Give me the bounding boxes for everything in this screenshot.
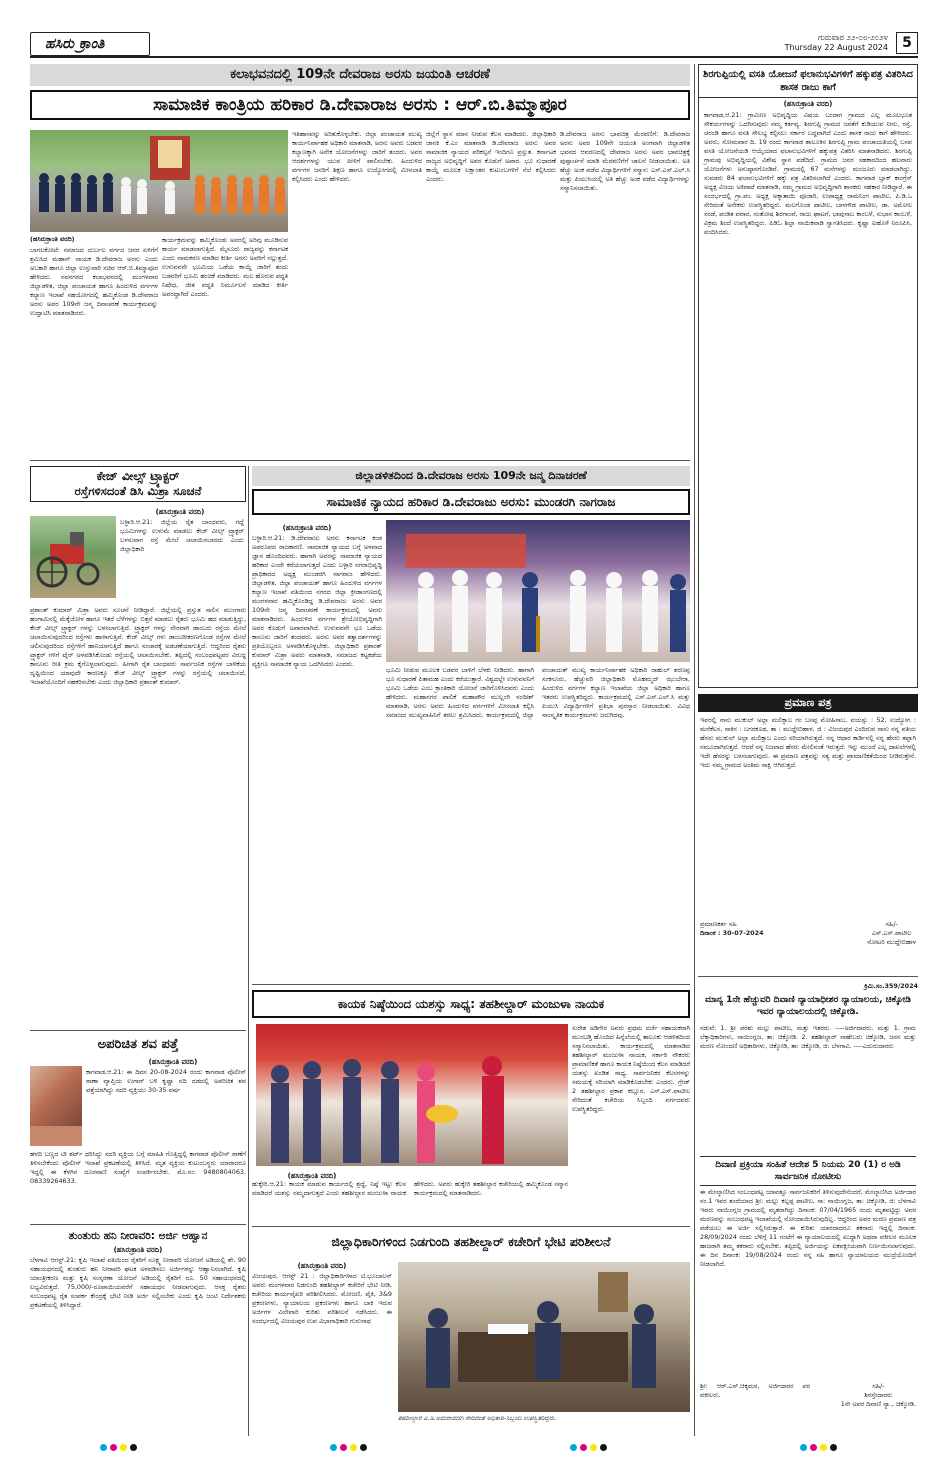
lead-byline: (ಹಸಿರುಕ್ರಾಂತಿ ವರದಿ): [30, 235, 75, 243]
tractor-icon: [30, 516, 116, 598]
reg-dot-cyan-2: [330, 1444, 337, 1451]
lead-column-5: ಡಿ.ದೇವರಾಜ ಅರಸು ಭಾವಚಿತ್ರ ಮೆರವಣಿಗೆ: ಡಿ.ದೇವರಾಜ ಅರಸು ಅವರ 109ನೇ ಜಯಂತಿ ಅಂಗವಾಗಿ ಜಿಲ್ಲಾಡಳಿತ ಭವನದ ಆವರಣದಲ್ಲಿ ದೇವರಾಜ ಅರಸು ಅವರ ಭಾವಚಿತ್ರಕ್ಕೆ ಪುಷ್ಪಾರ್ಚನೆ ಮಾಡಿ ಮೆರವಣಿಗೆಗೆ ಚಾಲನೆ ನೀಡಲಾಯಿತು. ಅತಿ ಹೆಚ್ಚು ಅಂಕ ಪಡೆದ ವಿದ್ಯಾರ್ಥಿಗಳಿಗೆ ಸನ್ಮಾನ: ಎಸ್.ಎಸ್.ಎಲ್.ಸಿ ಮತ್ತು ಪಿಯುಸಿಯಲ್ಲಿ ಅತಿ ಹೆಚ್ಚು ಅಂಕ ಪಡೆದ ವಿದ್ಯಾರ್ಥಿಗಳನ್ನು ಸನ್ಮಾನಿಸಲಾಯಿತು.: [560, 130, 690, 192]
mundargi-byline: (ಹಸಿರುಕ್ರಾಂತಿ ವರದಿ): [282, 524, 332, 532]
tractor-side-text: ಬಳ್ಳಾರಿ.ಆ.21: ಜಿಲ್ಲೆಯ ರೈತ ಬಾಂಧವರು, ಗದ್ದೆ ಭೂಮಿಗಳನ್ನು ಉಳುಮೆ ಮಾಡಲು ಕೇಜ್ ವೀಲ್ಸ್ ಟ್ರ್ಯಾಕ್ಟರ್ ಬಳಸುವಾಗ ರಸ್ತೆ ಮೇಲೆ ಚಲಾಯಿಸಬಾರದು ಎಂದು ಜಿಲ್ಲಾಧಿಕಾರಿ: [120, 518, 244, 553]
unknown-body-side-text: ಕಾಗವಾಡ,ಆ.21: ಈ ದಿವಸ 20-08-2024 ರಂದು ಕಾಗವಾಡ ಪೊಲೀಸ್ ಠಾಣಾ ವ್ಯಾಪ್ತಿಯ ಉಗಾರ್ ಬಳಿ ಕೃಷ್ಣಾ ನದಿ ದಡದಲ್ಲಿ ಅಪರಿಚಿತ ಶವ ಪತ್ತೆಯಾಗಿದ್ದು ಸದರಿ ವ್ಯಕ್ತಿಯು 30-35 ವರ್ಷ: [86, 1068, 246, 1094]
tahsildar-divider: [252, 1226, 690, 1227]
certificate-title-bar: [698, 694, 918, 712]
reg-dot-black-3: [600, 1444, 607, 1451]
reg-dot-yellow-1: [120, 1444, 127, 1451]
reg-dot-black-1: [130, 1444, 137, 1451]
certificate-sign-right-3: ನೋಟರಿ ಮುದ್ದೇಬಿಹಾಳ: [867, 938, 916, 946]
right-top-body: ಕಾಗವಾಡ,ಆ.21: ಗ್ರಾಮೀಣ ಅಭಿವೃದ್ಧಿಯ ವಿಷಯ ಬಂದಾಗ ಗ್ರಾಮದ ಎಲ್ಲ ಮೂಲಭೂತ ಸೌಕರ್ಯಗಳನ್ನು ಒದಗಿಸುವುದು ನಮ್ಮ ಕರ್ತವ್ಯ. ಶಿರಗುಪ್ಪಿ ಗ್ರಾಮದ ಜನತೆಗೆ ಕುಡಿಯುವ ನೀರು, ರಸ್ತೆ, ಚರಂಡಿ ಹಾಗೂ ವಸತಿ ಸೌಲಭ್ಯ ಕಲ್ಪಿಸಲು ಸರ್ಕಾರ ಬದ್ಧವಾಗಿದೆ ಎಂದು ಶಾಸಕ ರಾಜು ಕಾಗೆ ಹೇಳಿದರು. ಅವರು, ಸೋಮವಾರ ದಿ. 19 ರಂದು ಕಾಗವಾಡ ತಾಲೂಕಿನ ಶಿರಗುಪ್ಪಿ ಗ್ರಾಮ ಪಂಚಾಯತಿಯಲ್ಲಿ ಬಸವ ವಸತಿ ಯೋಜನೆಯಡಿ ಆಯ್ಕೆಯಾದ ಫಲಾನುಭವಿಗಳಿಗೆ ಹಕ್ಕುಪತ್ರ ವಿತರಿಸಿ ಮಾತನಾಡಿದರು. ಶಿರಗುಪ್ಪಿ ಗ್ರಾಮವು ಅಭಿವೃದ್ಧಿಯಲ್ಲಿ ವಿಶೇಷ ಸ್ಥಾನ ಪಡೆದಿದೆ. ಗ್ರಾಮದ ಜನರ ಸಹಕಾರದಿಂದ ಹಲವಾರು ಯೋಜನೆಗಳು ಅನುಷ್ಠಾನಗೊಂಡಿವೆ. ಗ್ರಾಮದಲ್ಲಿ 67 ಮನೆಗಳನ್ನು ಮಂಜೂರು ಮಾಡಲಾಗಿದ್ದು, ಸುಮಾರು 84 ಫಲಾನುಭವಿಗಳಿಗೆ ಹಕ್ಕು ಪತ್ರ ವಿತರಿಸಲಾಗಿದೆ ಎಂದರು. ಕಾಗವಾಡ ಬ್ಲಾಕ್ ಕಾಂಗ್ರೆಸ್ ಅಧ್ಯಕ್ಷ ವಿಜಯ ಅಕಿವಾಟೆ ಮಾತನಾಡಿ, ನಮ್ಮ ಗ್ರಾಮದ ಅಭಿವೃದ್ಧಿಗಾಗಿ ಶಾಸಕರು ಸಹಕಾರ ನೀಡಿದ್ದಾರೆ. ಈ ಸಂದರ್ಭದಲ್ಲಿ ಗ್ರಾ.ಪಂ. ಅಧ್ಯಕ್ಷ ಅಕ್ಕಾತಾಯಿ ಪೂಜಾರಿ, ಉಪಾಧ್ಯಕ್ಷ ರಾಮನಿಂಗ ಪಾಟೀಲ, ಪಿ.ಡಿ.ಒ ಸೇರಿದಂತೆ ಅನೇಕರು ಉಪಸ್ಥಿತರಿದ್ದರು. ಮಲಗೊಂಡ ಪಾಟೀಲ, ಬಾಳಗೌಡ ಪಾಟೀಲ, ಡಾ. ಅಮೋಲ ಸರಡೆ, ಪಂಡಿತ ಪವಾರ, ಸಂತೋಷ ಶಿರಗಾಂವೆ, ರಾಜು ಘಾಟಗೆ, ಭಾವುಸಾಬ ಕಾಂಬಳೆ, ಸುಭಾಸ ಕಾಂಬಳೆ, ವಿಕ್ರಮ ಶಿಂದೆ ಉಪಸ್ಥಿತರಿದ್ದರು. ಪಿಡಿಓ ಶಿಲ್ಪಾ ನಾಯಿಕವಾಡಿ ಸ್ವಾಗತಿಸಿದರು. ಕೃಷ್ಣಾ ಐಹೊಳೆ ನಿರೂಪಿಸಿ, ವಂದಿಸಿದರು.: [704, 111, 912, 236]
court-body: ಈ ಮೇಲ್ಕಾಣಿಸಿದ ಸಂಬಂಧಪಟ್ಟ ಯಾವತ್ತೂ ಸಾರ್ವಜನಿಕರಿಗೆ ತಿಳಿಸುವುದೇನೆಂದರೆ, ಮೇಲ್ಕಾಣಿಸಿದ ಅರ್ಜಿದಾರ ನಂ.1 ಇವರ ತಂದೆಯಾದ ಶ್ರೀ: ಮಲ್ಲು ಕಲ್ಲಪ್ಪ ಪಾಟೀಲ, ಸಾ: ನಾಯಿಂಗ್ಲಜ, ತಾ: ಚಿಕ್ಕೋಡಿ, ಜಿ: ಬೆಳಗಾವಿ ಇವರು ನಾಯಿಂಗ್ಲಜ ಗ್ರಾಮದಲ್ಲಿ ಮೃತರಾಗಿದ್ದು ದಿನಾಂಕ: 07/04/1965 ರಂದು ಮೃತಪಟ್ಟಿದ್ದು ಅವರ ಮರಣವನ್ನು ಸಂಬಂಧಪಟ್ಟ ಇಲಾಖೆಯಲ್ಲಿ ನೋಂದಾಯಿಸಿರುವುದಿಲ್ಲ. ಆದ್ದರಿಂದ ಅವರ ಮರಣ ಪ್ರಮಾಣ ಪತ್ರ ಪಡೆಯಲು ಈ ಅರ್ಜಿ ಸಲ್ಲಿಸಿರುತ್ತಾರೆ. ಈ ಕುರಿತು ಯಾರದಾದರೂ ತಕರಾರು ಇದ್ದಲ್ಲಿ ದಿನಾಂಕ: 28/09/2024 ರಂದು ಬೆಳಿಗ್ಗೆ 11 ಗಂಟೆಗೆ ಈ ನ್ಯಾಯಾಲಯದಲ್ಲಿ ಖುದ್ದಾಗಿ ಅಥವಾ ವಕೀಲರ ಮೂಲಕ ಹಾಜರಾಗಿ ತಮ್ಮ ತಕರಾರು ಸಲ್ಲಿಸಬೇಕು. ತಪ್ಪಿದಲ್ಲಿ ಅರ್ಜಿಯನ್ನು ಏಕಪಕ್ಷೀಯವಾಗಿ ನಿರ್ಣಯಿಸಲಾಗುವುದು. ಈ ದಿನ ದಿನಾಂಕ: 19/08/2024 ರಂದು ನನ್ನ ಸಹಿ ಹಾಗೂ ನ್ಯಾಯಾಲಯದ ಮುದ್ರೆಯೊಂದಿಗೆ ನೀಡಲಾಗಿದೆ.: [700, 1188, 916, 1268]
court-notice-title: ದಿವಾಣಿ ಪ್ರಕ್ರಿಯಾ ಸಂಹಿತೆ ಆದೇಶ 5 ನಿಯಮ 20 (1) ರ ಅಡಿ ಸಾರ್ವಜನಿಕ ನೋಟೀಸು: [700, 1156, 916, 1186]
drip-body: ಬೆಳಗಾವಿ ಆಗಸ್ಟ್.21: ಕೃಷಿ ಇಲಾಖೆ ವತಿಯಿಂದ ರೈತರಿಗೆ ಸೂಕ್ಷ್ಮ ನೀರಾವರಿ ಯೋಜನೆ ಅಡಿಯಲ್ಲಿ ಶೇ. 90 ಸಹಾಯಧನದಲ್ಲಿ ತುಂತುರು ಹನಿ ನೀರಾವರಿ ಘಟಕ ಅಳವಡಿಸಲು ಅರ್ಜಿಗಳನ್ನು ಆಹ್ವಾನಿಸಲಾಗಿದೆ. ಕೃಷಿ ಯಾಂತ್ರೀಕರಣ ಮತ್ತು ಕೃಷಿ ಸಂಸ್ಕರಣಾ ಯೋಜನೆ ಅಡಿಯಲ್ಲಿ ರೈತರಿಗೆ ರೂ. 50 ಸಹಾಯಧನದಲ್ಲಿ ಲಭ್ಯವಿರುತ್ತದೆ. 75,000/-ರೂಪಾಯಿಯವರೆಗೆ ಸಹಾಯಧನ ನೀಡಲಾಗುವುದು. ಆಸಕ್ತ ರೈತರು ಸಂಬಂಧಪಟ್ಟ ರೈತ ಸಂಪರ್ಕ ಕೇಂದ್ರಕ್ಕೆ ಭೇಟಿ ನೀಡಿ ಅರ್ಜಿ ಸಲ್ಲಿಸಬೇಕು ಎಂದು ಕೃಷಿ ಜಂಟಿ ನಿರ್ದೇಶಕರು ಪ್ರಕಟಣೆಯಲ್ಲಿ ತಿಳಿಸಿದ್ದಾರೆ.: [30, 1256, 246, 1309]
right-top-headline: ಶಿರಗುಪ್ಪಿಯಲ್ಲಿ ವಸತಿ ಯೋಜನೆ ಫಲಾನುಭವಿಗಳಿಗೆ ಹಕ್ಕುಪತ್ರ ವಿತರಿಸಿದ ಶಾಸಕ ರಾಜು ಕಾಗೆ: [699, 65, 917, 98]
reg-dot-yellow-4: [820, 1444, 827, 1451]
reg-dot-magenta-4: [810, 1444, 817, 1451]
reg-dot-cyan-3: [570, 1444, 577, 1451]
collector-body: ವಿಜಯಪುರ, ಆಗಸ್ಟ್ 21 : ಜಿಲ್ಲಾಧಿಕಾರಿಗಳಾದ ಟಿ.ಭೂಬಾಲನ್ ಅವರು ಮಂಗಳವಾರ ನಿಡಗುಂದಿ ತಹಶೀಲ್ದಾರ್ ಕಚೇರಿಗೆ ಭೇಟಿ ನೀಡಿ, ಕಚೇರಿಯ ಕಾರ್ಯವೈಖರಿ ಪರಿಶೀಲಿಸಿದರು. ಮೋಜಣಿ, ಪೈಕಿ, 3&9 ಪ್ರಕರಣಗಳು, ನ್ಯಾಯಾಲಯ ಪ್ರಕರಣಗಳು ಹಾಗೂ ಬಾಕಿ ಇರುವ ಅರ್ಜಿಗಳ ವಿಲೇವಾರಿ ಕುರಿತು ಪರಿಶೀಲನೆ ನಡೆಸಿದರು. ಈ ಸಂದರ್ಭದಲ್ಲಿ ವಿಜಯಪುರ ಉಪ ವಿಭಾಗಾಧಿಕಾರಿ ಗುರುನಾಥ: [252, 1272, 392, 1325]
court-sign-2: ಶಿರಸ್ತೇದಾರರು: [864, 1391, 893, 1399]
lead-photo-crowd: [30, 130, 288, 232]
mundargi-column-2: ಭೂಮಿ ನೀಡುವ ಮೂಲಕ ಬಡವರ ಬಾಳಿಗೆ ಬೆಳಕು ನೀಡಿದರು. ಹಾಗಾಗಿ ಭೂ ಸುಧಾರಣೆ ಪಿತಾಮಹ ಎಂದು ಕರೆಯುತ್ತಾರೆ. ವಿಶ್ವದಲ್ಲೇ ಉಳುವವನಿಗೆ ಭೂಮಿ ಒಡೆಯ ಎಂಬ ಕ್ರಾಂತಿಕಾರಿ ಯೋಜನೆ ಜಾರಿಗೊಳಿಸಿದವರು ಎಂದು ಹೇಳಿದರು. ಮಹಾನಗರ ಪಾಲಿಕೆ ಮಹಾಪೌರ ಮುಲ್ಲಂಗಿ ನಂದೀಶ್ ಮಾತನಾಡಿ, ಅರಸು ಅವರು ಹಿಂದುಳಿದ ವರ್ಗಗಳಿಗೆ ಮೀಸಲಾತಿ ಕಲ್ಪಿಸಿ ಸಮಾಜದ ಮುಖ್ಯವಾಹಿನಿಗೆ ತರಲು ಶ್ರಮಿಸಿದರು. ಕಾರ್ಯಕ್ರಮದಲ್ಲಿ ಜಿಲ್ಲಾ ಪಂಚಾಯತ್ ಮುಖ್ಯ ಕಾರ್ಯನಿರ್ವಾಹಕ ಅಧಿಕಾರಿ ರಾಹುಲ್ ಶರಣಪ್ಪ ಸಂಕನೂರು, ಹೆಚ್ಚುವರಿ ಜಿಲ್ಲಾಧಿಕಾರಿ ಮೊಹಮ್ಮದ್ ಝುಬೇರಾ, ಹಿಂದುಳಿದ ವರ್ಗಗಳ ಕಲ್ಯಾಣ ಇಲಾಖೆಯ ಜಿಲ್ಲಾ ಅಧಿಕಾರಿ ಹಾಗೂ ಇತರರು ಉಪಸ್ಥಿತರಿದ್ದರು. ಕಾರ್ಯಕ್ರಮದಲ್ಲಿ ಎಸ್.ಎಸ್.ಎಲ್.ಸಿ ಮತ್ತು ಪಿಯುಸಿ ವಿದ್ಯಾರ್ಥಿಗಳಿಗೆ ಪ್ರತಿಭಾ ಪುರಸ್ಕಾರ ನೀಡಲಾಯಿತು. ವಿವಿಧ ಸಾಂಸ್ಕೃತಿಕ ಕಾರ್ಯಕ್ರಮಗಳು ಜರುಗಿದವು.: [386, 666, 690, 719]
court-sign-3: 1ನೇ ಅಪರ ದಿವಾಣಿ ನ್ಯಾ., ಚಿಕ್ಕೋಡಿ.: [840, 1400, 916, 1408]
mundargi-photo: [386, 520, 690, 662]
collector-photo-office: [398, 1262, 690, 1412]
lead-kicker: [30, 64, 690, 86]
tractor-headline-block: [30, 466, 246, 502]
reg-dot-yellow-3: [590, 1444, 597, 1451]
certificate-title: ಪ್ರಮಾಣ ಪತ್ರ: [784, 696, 832, 709]
certificate-sign-right-2: ಎಸ್.ಎಸ್.ಪಾಟೀಲ: [871, 929, 912, 937]
tractor-headline-2: ರಸ್ತೆಗಳಿಸದಂತೆ ಡಿಸಿ ಮಿಶ್ರಾ ಸೂಚನೆ: [74, 484, 202, 498]
paper-name: ಹಸಿರು ಕ್ರಾಂತಿ: [45, 36, 105, 52]
unknown-body-photo-2: [30, 1126, 82, 1146]
reg-dot-black-4: [830, 1444, 837, 1451]
tractor-photo: [30, 516, 116, 598]
collector-headline-text: ಜಿಲ್ಲಾಧಿಕಾರಿಗಳಿಂದ ನಿಡಗುಂದಿ ತಹಶೀಲ್ದಾರ್ ಕಚೇರಿಗೆ ಭೇಟಿ ಪರಿಶೀಲನೆ: [331, 1234, 611, 1249]
tractor-byline: (ಹಸಿರುಕ್ರಾಂತಿ ವರದಿ): [155, 508, 205, 516]
collector-photo: [398, 1262, 690, 1412]
reg-dot-magenta-3: [580, 1444, 587, 1451]
date-kannada: ಗುರುವಾರ ೨೨-೦೮-೨೦೨೪: [818, 33, 888, 42]
date-english: Thursday 22 August 2024: [784, 43, 888, 52]
tahsildar-photo-people: [256, 1024, 568, 1166]
mundargi-photo-people: [386, 520, 690, 662]
mundargi-column-1: ಬಳ್ಳಾರಿ.ಆ.21: ಡಿ.ದೇವರಾಜು ಅರಸು ಕರ್ನಾಟಕ ಕಂಡ ಅಪರೂಪದ ರಾಜಕಾರಣಿ. ಸಾಮಾಜಿಕ ನ್ಯಾಯದ ಬಗ್ಗೆ ಅಳವಾದ ಜ್ಞಾನ ಹೊಂದಿದವರು. ಹಾಗಾಗಿ ಅವರನ್ನು ಸಾಮಾಜಿಕ ನ್ಯಾಯದ ಹರಿಕಾರ ಎಂದೇ ಕರೆಯಲಾಗುತ್ತದೆ ಎಂದು ಬಳ್ಳಾರಿ ನಗರಾಭಿವೃದ್ಧಿ ಪ್ರಾಧಿಕಾರದ ಅಧ್ಯಕ್ಷ ಮುಂಡರಗಿ ನಾಗರಾಜ ಹೇಳಿದರು. ಜಿಲ್ಲಾಡಳಿತ, ಜಿಲ್ಲಾ ಪಂಚಾಯತ್ ಹಾಗೂ ಹಿಂದುಳಿದ ವರ್ಗಗಳ ಕಲ್ಯಾಣ ಇಲಾಖೆ ವತಿಯಿಂದ ನಗರದ ಜಿಲ್ಲಾ ಕ್ರೀಡಾಂಗಣದಲ್ಲಿ ಮಂಗಳವಾರ ಹಮ್ಮಿಕೊಂಡಿದ್ದ ಡಿ.ದೇವರಾಜು ಅರಸು ಅವರ 109ನೇ ಜನ್ಮ ದಿನಾಚರಣೆ ಕಾರ್ಯಕ್ರಮದಲ್ಲಿ ಅವರು ಮಾತನಾಡಿದರು. ಹಿಂದುಳಿದ ವರ್ಗಗಳ ಶ್ರೇಯೋಭಿವೃದ್ಧಿಗಾಗಿ ಅವರ ಕೊಡುಗೆ ಅಪಾರವಾಗಿದೆ. ಉಳುವವನೇ ಭೂ ಒಡೆಯ ಕಾನೂನು ಜಾರಿಗೆ ತಂದವರು. ಅರಸು ಅವರ ತತ್ವಾದರ್ಶಗಳನ್ನು ಪ್ರತಿಯೊಬ್ಬರೂ ಅಳವಡಿಸಿಕೊಳ್ಳಬೇಕು. ಜಿಲ್ಲಾಧಿಕಾರಿ ಪ್ರಶಾಂತ್ ಕುಮಾರ್ ಮಿಶ್ರಾ ಅವರು ಮಾತನಾಡಿ, ಸಮಾಜದ ಕಟ್ಟಕಡೆಯ ವ್ಯಕ್ತಿಗೂ ಸಾಮಾಜಿಕ ನ್ಯಾಯ ಒದಗಿಸಿದರು ಎಂದರು.: [252, 534, 382, 668]
lead-column-1: ಬಾಗಲಕೋಟೆ: ಸಮಾಜದ ದುರ್ಬಲ ವರ್ಗದ ಜನರ ಏಳಿಗೆಗೆ ಶ್ರಮಿಸಿದ ಮಹಾನ್ ನಾಯಕ ಡಿ.ದೇವರಾಜ ಅರಸು ಎಂದು ಅಬಕಾರಿ ಹಾಗೂ ಜಿಲ್ಲಾ ಉಸ್ತುವಾರಿ ಸಚಿವ ಆರ್.ಬಿ.ತಿಮ್ಮಾಪೂರ ಹೇಳಿದರು. ನವನಗರದ ಕಲಾಭವನದಲ್ಲಿ ಮಂಗಳವಾರ ಜಿಲ್ಲಾಡಳಿತ, ಜಿಲ್ಲಾ ಪಂಚಾಯತ ಹಾಗೂ ಹಿಂದುಳಿದ ವರ್ಗಗಳ ಕಲ್ಯಾಣ ಇಲಾಖೆ ಸಹಯೋಗದಲ್ಲಿ ಹಮ್ಮಿಕೊಂಡ ಡಿ.ದೇವರಾಜ ಅರಸು ಅವರ 109ನೇ ಜನ್ಮ ದಿನಾಚರಣೆ ಕಾರ್ಯಕ್ರಮವನ್ನು ಉದ್ಘಾಟಿಸಿ ಮಾತನಾಡಿದರು.: [30, 246, 158, 317]
paper-name-logo: [30, 32, 150, 56]
tahsildar-side-text: ಸುರೇಶ ಅಡಿಗೇರ ಅವರು ಪ್ರಥಮ ದರ್ಜೆ ಸಹಾಯಕರಾಗಿ ಮುಂಬಡ್ತಿ ಹೊಂದಿದ ಹಿನ್ನೆಲೆಯಲ್ಲಿ ತಾಲೂಕು ಆಡಳಿತದಿಂದ ಸನ್ಮಾನಿಸಲಾಯಿತು. ಕಾರ್ಯಕ್ರಮದಲ್ಲಿ ಮಾತನಾಡಿದ ತಹಶೀಲ್ದಾರ್ ಮಂಜುಳಾ ನಾಯಕ, ಸರ್ಕಾರಿ ನೌಕರರು ಪ್ರಾಮಾಣಿಕತೆ ಹಾಗೂ ಕಾಯಕ ನಿಷ್ಠೆಯಿಂದ ಕೆಲಸ ಮಾಡಿದರೆ ಯಶಸ್ಸು ಖಂಡಿತ ಸಾಧ್ಯ. ಸಾರ್ವಜನಿಕರ ಕೆಲಸಗಳನ್ನು ಸಮಯಕ್ಕೆ ಸರಿಯಾಗಿ ಮಾಡಿಕೊಡಬೇಕು ಎಂದರು. ಗ್ರೇಡ್ 2 ತಹಶೀಲ್ದಾರ ಪ್ರಕಾಶ ಕಲ್ಲೂರ, ಎಸ್.ಎಸ್.ಪಾಟೀಲ ಸೇರಿದಂತೆ ಕಚೇರಿಯ ಸಿಬ್ಬಂದಿ ವರ್ಗದವರು ಉಪಸ್ಥಿತರಿದ್ದರು.: [572, 1024, 690, 1113]
column-rule-left: [248, 466, 249, 1436]
reg-dot-cyan-1: [100, 1444, 107, 1451]
page-number: 5: [896, 32, 918, 54]
certificate-date: ದಿನಾಂಕ : 30-07-2024: [700, 929, 764, 937]
lead-column-3: ಇತಿಹಾಸವನ್ನು ಅರಿತುಕೊಳ್ಳಬೇಕು. ಜಿಲ್ಲಾ ಪಂಚಾಯತ ಮುಖ್ಯ ಕಾರ್ಯನಿರ್ವಾಹಕ ಅಧಿಕಾರಿ ಮಾತನಾಡಿ, ಅರಸು ಅವರು ಬಡವರ ಕಲ್ಯಾಣಕ್ಕಾಗಿ ಅನೇಕ ಯೋಜನೆಗಳನ್ನು ಜಾರಿಗೆ ತಂದರು. ಅವರ ಆದರ್ಶಗಳನ್ನು ಯುವ ಪೀಳಿಗೆ ಪಾಲಿಸಬೇಕು. ಹಿಂದುಳಿದ ವರ್ಗಗಳ ಜನರಿಗೆ ಶಿಕ್ಷಣ ಹಾಗೂ ಉದ್ಯೋಗದಲ್ಲಿ ಮೀಸಲಾತಿ ಕಲ್ಪಿಸಿದರು ಎಂದು ಹೇಳಿದರು.: [292, 130, 422, 183]
lead-divider: [30, 460, 690, 461]
court-case-no: ಕ್ರಿಮಿ.ಸಂ.359/2024: [864, 982, 918, 990]
court-sign-block: [700, 1382, 916, 1432]
unknown-body-headline: ಅಪರಿಚಿತ ಶವ ಪತ್ತೆ: [97, 1037, 179, 1052]
collector-byline: (ಹಸಿರುಕ್ರಾಂತಿ ವರದಿ): [297, 1262, 347, 1270]
reg-dot-black-2: [360, 1444, 367, 1451]
lead-column-2: ಕಾರ್ಯಕ್ರಮವನ್ನು ಹಮ್ಮಿಕೊಂಡು ಅವರಲ್ಲಿ ಅರಿವು ಮೂಡಿಸುವ ಕಾರ್ಯ ಮಾಡಲಾಗುತ್ತಿದೆ. ಮೈಸೂರು ರಾಜ್ಯವನ್ನು ಕರ್ನಾಟಕ ಎಂದು ನಾಮಕರಣ ಮಾಡಿದ ಕೀರ್ತಿ ಅರಸು ಅವರಿಗೆ ಸಲ್ಲುತ್ತದೆ. ಉಳುವವನೇ ಭೂಮಿಯ ಒಡೆಯ ಕಾಯ್ದೆ ಜಾರಿಗೆ ತಂದು ಬಡವರಿಗೆ ಭೂಮಿ ಹಂಚಿಕೆ ಮಾಡಿದರು. ಮಲ ಹೊರುವ ಪದ್ಧತಿ ನಿಷೇಧ, ಜೀತ ಪದ್ಧತಿ ನಿರ್ಮೂಲನೆ ಮಾಡಿದ ಕೀರ್ತಿ ಅವರದ್ದಾಗಿದೆ ಎಂದರು.: [162, 236, 288, 298]
right-top-byline: (ಹಸಿರುಕ್ರಾಂತಿ ವರದಿ): [783, 100, 833, 108]
unknown-body-photo: [30, 1066, 82, 1126]
court-header: ಮಾನ್ಯ 1ನೇ ಹೆಚ್ಚುವರಿ ದಿವಾಣಿ ನ್ಯಾಯಾಧೀಶರ ನ್ಯಾಯಾಲಯ, ಚಿಕ್ಕೋಡಿ ಇವರ ನ್ಯಾಯಾಲಯದಲ್ಲಿ ಚಿಕ್ಕೋಡಿ.: [705, 995, 911, 1017]
certificate-sign-block: [700, 920, 916, 972]
lead-headline: [30, 90, 690, 120]
reg-dot-yellow-2: [350, 1444, 357, 1451]
reg-dot-cyan-4: [800, 1444, 807, 1451]
lead-photo: [30, 130, 288, 232]
mundargi-divider: [252, 984, 690, 985]
certificate-sign-left: ಪ್ರಮಾಣಕರ್ತ ಸಹಿ: [700, 920, 737, 928]
unknown-body-divider: [30, 1224, 246, 1225]
lead-kicker-text: ಕಲಾಭವನದಲ್ಲಿ 109ನೇ ದೇವರಾಜ ಅರಸು ಜಯಂತಿ ಆಚರಣೆ: [230, 67, 490, 82]
certificate-body: ಇವರಲ್ಲಿ ನಾನು ಮುಕುಲ್ ಅಲ್ಲಾ ಮಲಿಕ್ಸಾಬ ಗಂ ಬಸಪ್ಪ ಮೋಹಿಸಾಬ, ವಯಸ್ಸು : 52, ಉದ್ಯೋಗ : ಮನೆಕೆಲಸ, ಸಾಕಿನ : ಬಗರಕೂಡ, ತಾ : ಮುದ್ದೇಬಿಹಾಳ, ಜಿ : ವಿಜಯಪುರ ಎಂದಿರುವ ನಾನು ನನ್ನ ಪತಿಯ ಹೆಸರು ಮುಕುಲ್ ಅಲ್ಲಾ ಮಲಿಕ್ಸಾಬ ಎಂದು ಸರಿಯಾಗಿರುತ್ತದೆ. ನನ್ನ ಆಧಾರ ಕಾರ್ಡಿನಲ್ಲಿ ನನ್ನ ಹೆಸರು ತಪ್ಪಾಗಿ ನಮೂದಾಗಿರುತ್ತದೆ. ಆದರೆ ನನ್ನ ನಿಜವಾದ ಹೆಸರು ಮೇಲಿನಂತೆ ಇರುತ್ತದೆ. ಇನ್ನು ಮುಂದೆ ಎಲ್ಲ ದಾಖಲೆಗಳಲ್ಲಿ ಇದೇ ಹೆಸರನ್ನು ಬಳಸಲಾಗುವುದು. ಈ ಪ್ರಮಾಣ ಪತ್ರವನ್ನು ಸತ್ಯ ಮತ್ತು ಪ್ರಾಮಾಣಿಕತೆಯಿಂದ ನೀಡಿರುತ್ತೇನೆ. ಇದು ನಮ್ಮ ಗ್ರಾಮದ ಅಂತಿಮ ಸಾಕ್ಷಿ ಆಗಿರುತ್ತದೆ.: [700, 716, 916, 769]
right-top-box: [698, 64, 918, 688]
tahsildar-byline: (ಹಸಿರುಕ್ರಾಂತಿ ವರದಿ): [287, 1172, 337, 1180]
mundargi-kicker: [252, 466, 690, 486]
court-sign-1: ಸಹಿ/-: [872, 1382, 885, 1390]
tractor-headline-1: ಕೇಜ್ ವೀಲ್ಸ್ ಟ್ರ್ಯಾಕ್ಟರ್: [96, 469, 180, 483]
certificate-divider: [698, 976, 918, 977]
tahsildar-headline: [252, 990, 690, 1018]
court-advocate: ಶ್ರೀ: ಆರ್.ಎಸ್.ಚಿಕ್ಕಮಠ, ಅರ್ಜಿದಾರರ ಪರ ವಕೀಲರು.: [700, 1382, 810, 1399]
tractor-divider: [30, 1030, 246, 1031]
mundargi-headline: [252, 489, 690, 515]
tahsildar-headline-text: ಕಾಯಕ ನಿಷ್ಠೆಯಿಂದ ಯಶಸ್ಸು ಸಾಧ್ಯ: ತಹಶೀಲ್ದಾರ್ ಮಂಜುಳಾ ನಾಯಕ: [337, 997, 605, 1011]
reg-dot-magenta-1: [110, 1444, 117, 1451]
column-rule-right: [694, 64, 695, 1436]
tractor-body: ಪ್ರಶಾಂತ್ ಕುಮಾರ್ ಮಿಶ್ರಾ ಅವರು ಸೂಚನೆ ನೀಡಿದ್ದಾರೆ. ಜಿಲ್ಲೆಯಲ್ಲಿ ಪ್ರಸ್ತುತ ಸಾಲಿನ ಮುಂಗಾರು ಹಂಗಾಮಿನಲ್ಲಿ ಮೆಕ್ಕೆಜೋಳ ಹಾಗೂ ಇತರೆ ಬೆಳೆಗಳನ್ನು ಬಿತ್ತನೆ ಮಾಡಲು ರೈತರು ಭೂಮಿ ಹದ ಮಾಡುತ್ತಿದ್ದು, ಕೇಜ್ ವೀಲ್ಸ್ ಟ್ರ್ಯಾಕ್ಟರ್ ಗಳನ್ನು ಬಳಸಲಾಗುತ್ತಿದೆ. ಟ್ರ್ಯಾಕ್ಟರ್ ಗಳನ್ನು ನೇರವಾಗಿ ಡಾಂಬರು ರಸ್ತೆಯ ಮೇಲೆ ಚಲಾಯಿಸುವುದರಿಂದ ರಸ್ತೆಗಳು ಹಾಳಾಗುತ್ತಿವೆ. ಕೇಜ್ ವೀಲ್ಸ್ ಗಳು ಡಾಂಬರೀಕರಣಗೊಂಡ ರಸ್ತೆಗಳ ಮೇಲೆ ಚಲಿಸುವುದರಿಂದ ರಸ್ತೆಗಳಿಗೆ ಹಾನಿಯಾಗುತ್ತಿದೆ ಹಾಗೂ ಸಂಚಾರಕ್ಕೆ ಅಡಚಣೆಯಾಗುತ್ತಿದೆ. ಆದ್ದರಿಂದ ರೈತರು ಟ್ರ್ಯಾಕ್ಟರ್ ಗಳಿಗೆ ಟೈರ್ ಅಳವಡಿಸಿಕೊಂಡು ರಸ್ತೆಯಲ್ಲಿ ಚಲಾಯಿಸಬೇಕು. ತಪ್ಪಿದಲ್ಲಿ ಸಂಬಂಧಪಟ್ಟವರ ವಿರುದ್ಧ ಕಾನೂನು ರೀತಿ ಕ್ರಮ ಕೈಗೊಳ್ಳಲಾಗುವುದು. ಹೀಗಾಗಿ ರೈತ ಬಾಂಧವರು ಸಾರ್ವಜನಿಕ ರಸ್ತೆಗಳ ಬಾಳಿಕೆಯ ದೃಷ್ಟಿಯಿಂದ ಯಾವುದೇ ಕಾರಣಕ್ಕೂ ಕೇಜ್ ವೀಲ್ಸ್ ಟ್ರ್ಯಾಕ್ಟರ್ ಗಳನ್ನು ರಸ್ತೆಯಲ್ಲಿ ಚಲಾಯಿಸದೆ, ಇಲಾಖೆಯೊಂದಿಗೆ ಸಹಕರಿಸಬೇಕು ಎಂದು ಜಿಲ್ಲಾಧಿಕಾರಿ ಪ್ರಶಾಂತ್ ಕುಮಾರ್.: [30, 606, 246, 686]
lead-column-4: ಜಿಲ್ಲೆಗೆ ಸ್ಥಾನ ಮಾನ ನೀಡುವ ಕೆಲಸ ಮಾಡಿದರು. ಜಿಲ್ಲಾಧಿಕಾರಿ ಜಾನಕಿ ಕೆ.ಎಂ ಮಾತನಾಡಿ ಡಿ.ದೇವರಾಜ ಅರಸು ಅವರ ಸಾಮಾಜಿಕ ನ್ಯಾಯದ ಪರಿಕಲ್ಪನೆ ಇಂದಿಗೂ ಪ್ರಸ್ತುತ. ಕರ್ನಾಟಕ ರಾಜ್ಯದ ಅಭಿವೃದ್ಧಿಗೆ ಅವರ ಕೊಡುಗೆ ಅಪಾರ. ಭೂ ಸುಧಾರಣೆ ಕಾಯ್ದೆ ಮೂಲಕ ಲಕ್ಷಾಂತರ ಕುಟುಂಬಗಳಿಗೆ ನೆಲೆ ಕಲ್ಪಿಸಿದರು ಎಂದರು.: [426, 130, 556, 183]
collector-caption: ತಹಶೀಲ್ದಾರ ಎ.ಡಿ.ಅಮರಾವದಗಿ ಸೇರಿದಂತೆ ಅಧಿಕಾರಿ-ಸಿಬ್ಬಂದಿ ಉಪಸ್ಥಿತರಿದ್ದರು.: [398, 1414, 557, 1422]
lead-headline-text: ಸಾಮಾಜಿಕ ಕಾಂತ್ರಿಯ ಹರಿಕಾರ ಡಿ.ದೇವಾರಾಜ ಅರಸು : ಆರ್.ಬಿ.ತಿಮ್ಮಾಪೂರ: [153, 95, 567, 115]
collector-headline: [252, 1230, 690, 1254]
tahsildar-bottom-text: ಹುಕ್ಕೇರಿ.ಆ.21: ಕಾಯಕ ಮಾಡುವ ಕಾರ್ಯದಲ್ಲಿ ಶ್ರದ್ಧೆ, ನಿಷ್ಠೆ ಇಟ್ಟು ಕೆಲಸ ಮಾಡಿದರೆ ಯಶಸ್ಸು ನಮ್ಮದಾಗುತ್ತದೆ ಎಂದು ತಹಶೀಲ್ದಾರ ಮಂಜುಳಾ ನಾಯಕ ಹೇಳಿದರು. ಅವರು ಹುಕ್ಕೇರಿ ತಹಶೀಲ್ದಾರ ಕಚೇರಿಯಲ್ಲಿ ಹಮ್ಮಿಕೊಂಡ ಸನ್ಮಾನ ಕಾರ್ಯಕ್ರಮದಲ್ಲಿ ಮಾತನಾಡಿದರು.: [252, 1180, 568, 1197]
unknown-body-byline: (ಹಸಿರುಕ್ರಾಂತಿ ವರದಿ): [148, 1058, 198, 1066]
tahsildar-photo: [256, 1024, 568, 1166]
drip-headline: ತುಂತುರು ಹನಿ ನೀರಾವರಿ: ಅರ್ಜಿ ಆಹ್ವಾನ: [68, 1230, 208, 1242]
reg-dot-magenta-2: [340, 1444, 347, 1451]
masthead: [30, 30, 918, 58]
court-parties: ನಡುವೆ: 1. ಶ್ರೀ ಪರಶು ಮಲ್ಲು ಪಾಟೀಲ, ಮತ್ತು ಇತರರು. ----ಅರ್ಜಿದಾರರು. ಮತ್ತು 1. ಗ್ರಾಮ ಲೆಕ್ಕಾಧಿಕಾರಿಗಳು, ನಾಯಿಂಗ್ಲಜ, ತಾ: ಚಿಕ್ಕೋಡಿ. 2. ತಹಶೀಲ್ದಾರ್ ಸಾಹೇಬರು ಚಿಕ್ಕೋಡಿ, ಜನನ ಮತ್ತು ಮರಣ ನೋಂದಣಿ ಅಧಿಕಾರಿಗಳು, ಚಿಕ್ಕೋಡಿ, ತಾ: ಚಿಕ್ಕೋಡಿ, ಜಿ: ಬೆಳಗಾವಿ. ----ಎದುರುದಾರರು: [700, 1024, 916, 1050]
unknown-body-text: ಹಳದಿ ಬಣ್ಣದ ಟೀ ಶರ್ಟ್ ಧರಿಸಿದ್ದು ಸದರಿ ವ್ಯಕ್ತಿಯ ಬಗ್ಗೆ ಮಾಹಿತಿ ಗೊತ್ತಿದ್ದಲ್ಲಿ ಕಾಗವಾಡ ಪೊಲೀಸ್ ಠಾಣೆಗೆ ತಿಳಿಸಬೇಕೆಂದು ಪೊಲೀಸ್ ಇಲಾಖೆ ಪ್ರಕಟಣೆಯಲ್ಲಿ ತಿಳಿಸಿದೆ. ಮೃತ ವ್ಯಕ್ತಿಯ ಕುಟುಂಬಸ್ಥರು ಯಾರಾದರೂ ಇದ್ದಲ್ಲಿ ಈ ಕೆಳಗಿನ ದೂರವಾಣಿ ಸಂಖ್ಯೆಗೆ ಸಂಪರ್ಕಿಸಬೇಕು. ಮೊ.ನಂ: 9480804063, 08339264633.: [30, 1150, 246, 1185]
mundargi-kicker-text: ಜಿಲ್ಲಾಡಳಿತದಿಂದ ಡಿ.ದೇವರಾಜ ಅರಸು 109ನೇ ಜನ್ಮ ದಿನಾಚರಣೆ: [355, 469, 587, 482]
drip-byline: (ಹಸಿರುಕ್ರಾಂತಿ ವರದಿ): [113, 1246, 163, 1254]
mundargi-headline-text: ಸಾಮಾಜಿಕ ನ್ಯಾಯದ ಹರಿಕಾರ ಡಿ.ದೇವರಾಜು ಅರಸು: ಮುಂಡರಗಿ ನಾಗರಾಜ: [326, 495, 616, 509]
certificate-sign-right-1: ಸಹಿ/-: [885, 920, 898, 928]
